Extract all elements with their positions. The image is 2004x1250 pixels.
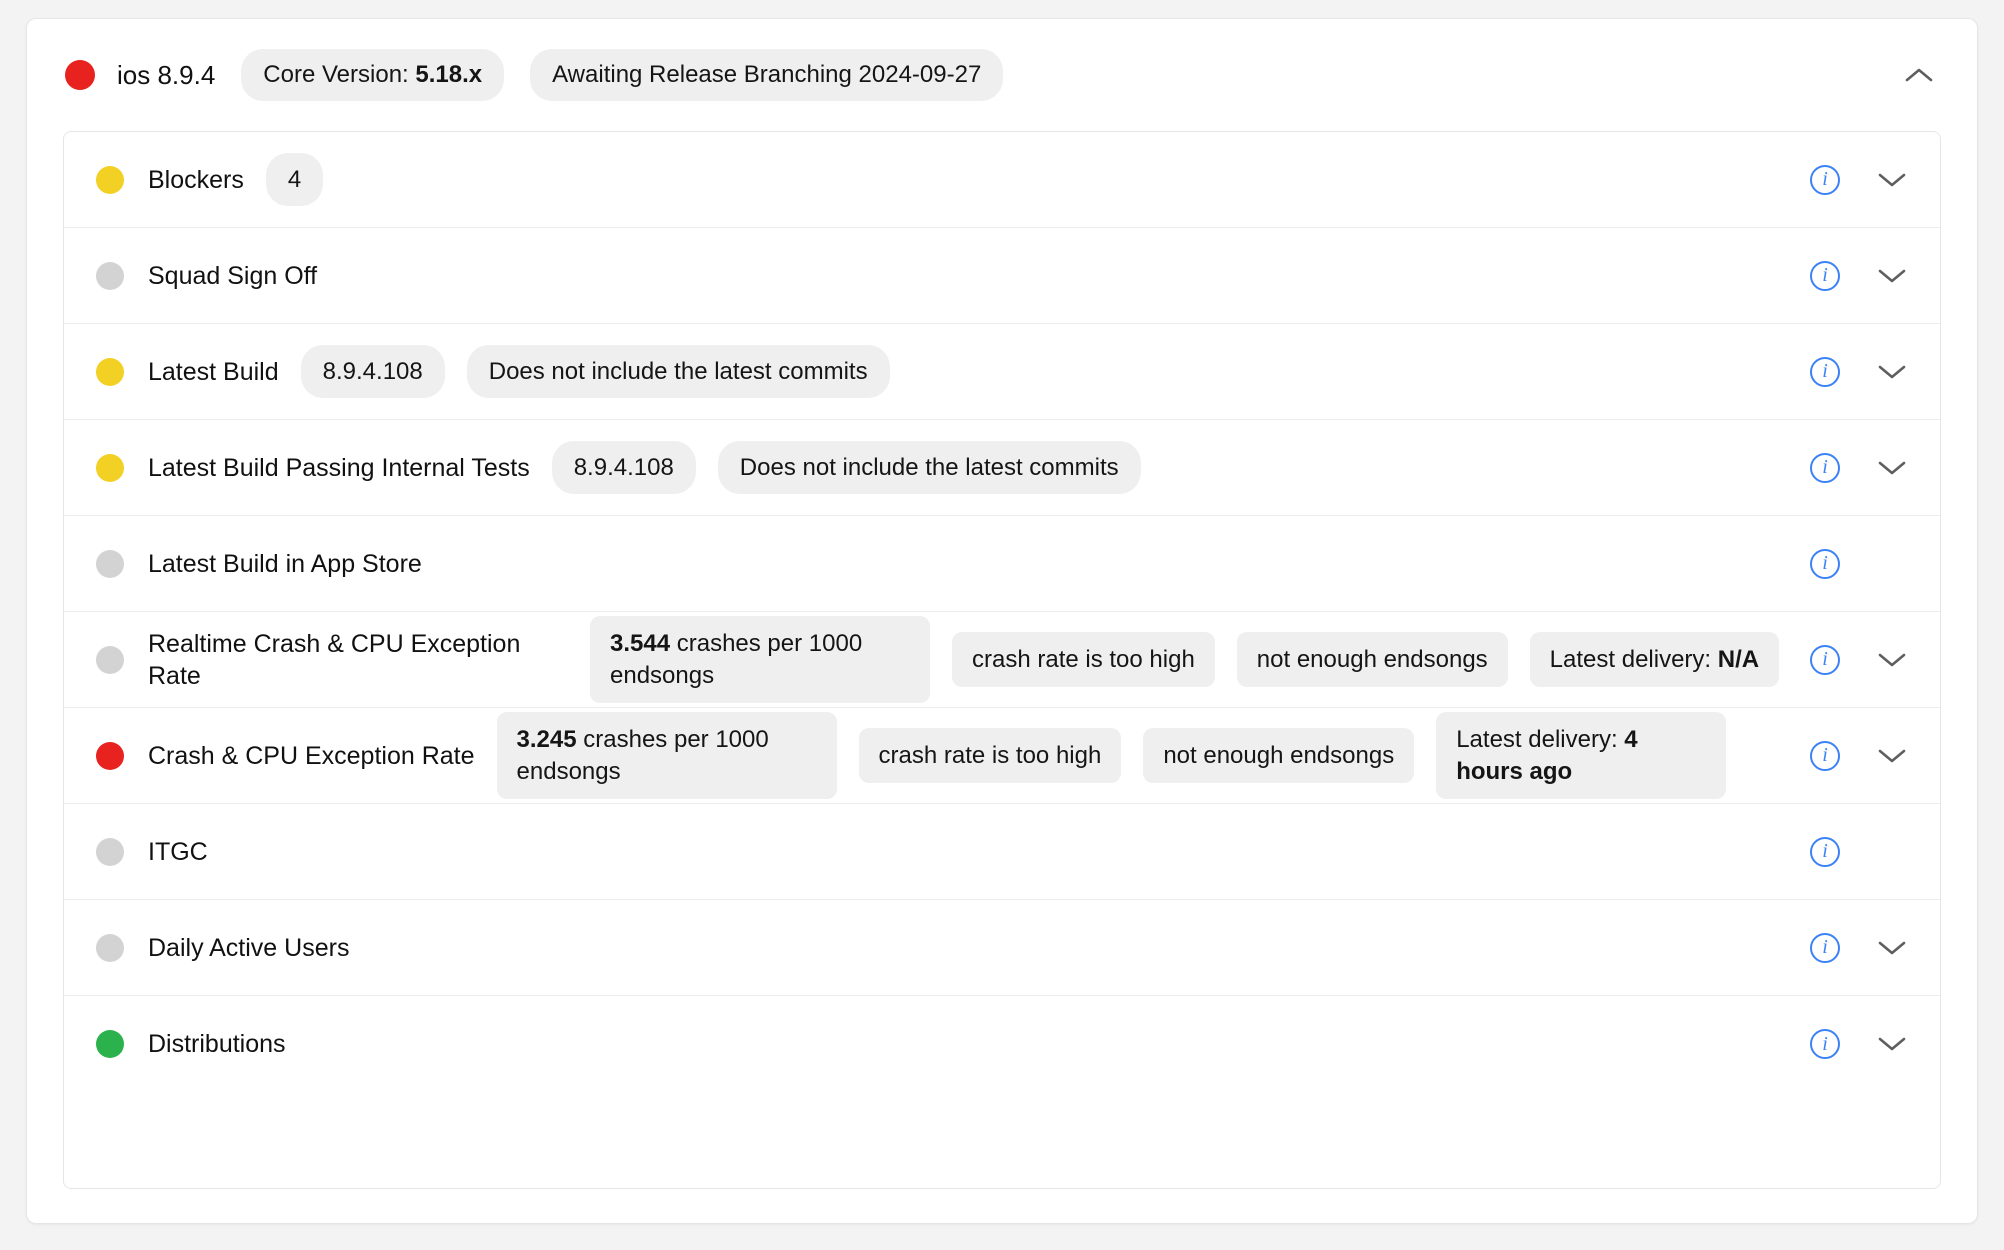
chip-group [266,153,323,206]
status-dot [96,742,124,770]
chip: 8.9.4.108 [301,345,445,398]
chip-text: Latest delivery: [1456,726,1625,754]
chip-group [552,441,1141,494]
check-label: Distributions [148,1030,286,1058]
check-row[interactable] [64,420,1940,516]
check-label: ITGC [148,837,208,866]
status-dot [96,454,124,482]
check-label: Latest Build Passing Internal Tests [148,453,530,482]
row-actions [1786,162,1910,198]
chip [1530,632,1779,687]
status-dot-wrap [96,454,126,482]
row-actions [1786,738,1910,774]
status-dot [96,838,124,866]
check-row[interactable] [64,516,1940,612]
chevron-down-icon[interactable] [1874,162,1910,198]
chip-value: 3.245 [516,726,577,754]
core-version-value: 5.18.x [415,61,483,88]
check-row[interactable] [64,612,1940,708]
chip [497,712,837,798]
chip: crash rate is too high [952,632,1215,687]
status-dot-wrap [96,646,126,674]
info-icon[interactable]: i [1810,1029,1840,1059]
chip-group [497,712,1727,798]
info-icon[interactable]: i [1810,741,1840,771]
chip-group [590,616,1779,702]
chip-value: N/A [1717,645,1760,673]
info-icon[interactable]: i [1810,165,1840,195]
release-header[interactable] [27,19,1977,131]
chip: crash rate is too high [859,728,1122,783]
info-icon[interactable]: i [1810,453,1840,483]
chevron-up-icon[interactable] [1897,53,1941,97]
status-dot [96,1030,124,1058]
check-label: Daily Active Users [148,933,350,962]
check-label: Latest Build in App Store [148,549,422,578]
release-status-dot [65,60,95,90]
check-row[interactable] [64,900,1940,996]
core-version-label: Core Version: [263,61,409,88]
row-actions [1786,1026,1910,1062]
chevron-down-icon[interactable] [1874,258,1910,294]
release-title: ios 8.9.4 [117,59,216,90]
chevron-down-icon[interactable] [1874,450,1910,486]
check-row[interactable] [64,132,1940,228]
chip: 4 [266,153,323,206]
chip: not enough endsongs [1237,632,1508,687]
chip-text: crashes per 1000 endsongs [610,630,863,689]
status-dot [96,358,124,386]
info-icon[interactable]: i [1810,261,1840,291]
row-actions [1786,450,1910,486]
chevron-down-icon[interactable] [1874,930,1910,966]
info-icon[interactable]: i [1810,357,1840,387]
check-label: Blockers [148,165,244,194]
status-dot-wrap [96,550,126,578]
chevron-down-icon[interactable] [1874,642,1910,678]
status-dot-wrap [96,1030,126,1058]
check-label: Latest Build [148,357,279,386]
row-actions [1786,642,1910,678]
checks-list [63,131,1941,1189]
row-actions [1786,834,1910,870]
chip-value: 4 hours ago [1456,726,1638,785]
check-row[interactable] [64,804,1940,900]
status-dot-wrap [96,166,126,194]
status-dot [96,550,124,578]
chip: 8.9.4.108 [552,441,696,494]
chevron-down-icon[interactable] [1874,738,1910,774]
check-row[interactable] [64,708,1940,804]
chip-group [301,345,890,398]
chip [1436,712,1726,798]
info-icon[interactable]: i [1810,549,1840,579]
chevron-down-icon[interactable] [1874,1026,1910,1062]
release-card [26,18,1978,1224]
check-row[interactable] [64,228,1940,324]
core-version-pill [241,49,504,101]
status-dot-wrap [96,838,126,866]
chip-value: 3.544 [610,630,671,658]
status-dot [96,934,124,962]
chip [590,616,930,702]
chip-text: crashes per 1000 endsongs [516,726,769,785]
info-icon[interactable]: i [1810,933,1840,963]
check-label: Realtime Crash & CPU Exception Rate [148,629,521,690]
status-dot [96,166,124,194]
chip: not enough endsongs [1143,728,1414,783]
status-dot-wrap [96,262,126,290]
chip: Does not include the latest commits [718,441,1141,494]
row-actions [1786,258,1910,294]
release-state-pill: Awaiting Release Branching 2024-09-27 [530,49,1003,101]
check-label: Crash & CPU Exception Rate [148,741,475,770]
chip-text: Latest delivery: [1549,645,1718,673]
check-row[interactable] [64,324,1940,420]
status-dot [96,262,124,290]
check-label: Squad Sign Off [148,261,318,290]
row-actions [1786,354,1910,390]
row-actions [1786,546,1910,582]
status-dot-wrap [96,934,126,962]
chevron-down-icon[interactable] [1874,354,1910,390]
status-dot-wrap [96,742,126,770]
info-icon[interactable]: i [1810,645,1840,675]
status-dot-wrap [96,358,126,386]
status-dot [96,646,124,674]
row-actions [1786,930,1910,966]
check-row[interactable] [64,996,1940,1092]
chip: Does not include the latest commits [467,345,890,398]
info-icon[interactable]: i [1810,837,1840,867]
